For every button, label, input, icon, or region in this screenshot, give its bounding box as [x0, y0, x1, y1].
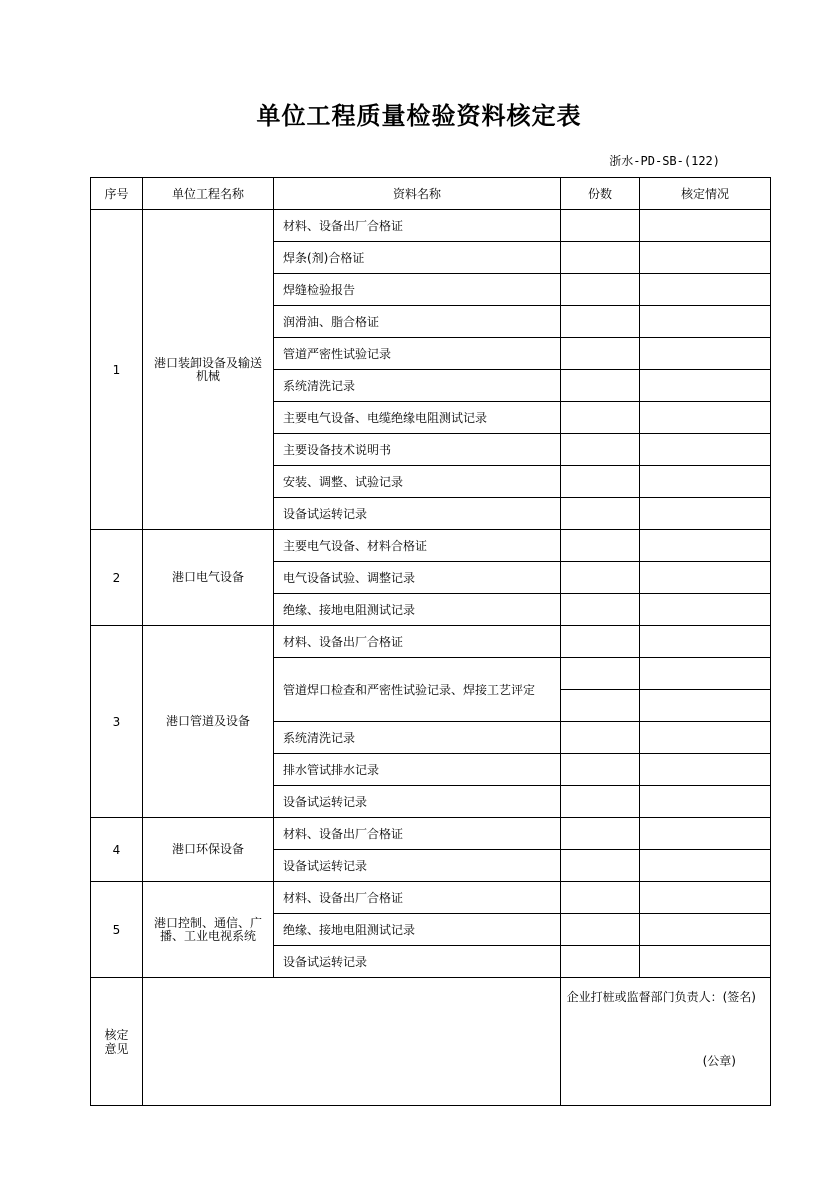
doc-name: 材料、设备出厂合格证: [274, 626, 561, 658]
doc-name: 系统清洗记录: [274, 370, 561, 402]
status-cell[interactable]: [640, 434, 771, 466]
status-cell[interactable]: [640, 306, 771, 338]
status-cell[interactable]: [640, 498, 771, 530]
status-cell[interactable]: [640, 466, 771, 498]
doc-name: 安装、调整、试验记录: [274, 466, 561, 498]
table-row: [91, 210, 771, 242]
opinion-label: [91, 978, 143, 1106]
header-unit: 单位工程名称: [143, 178, 274, 210]
copies-cell[interactable]: [561, 690, 640, 722]
status-cell[interactable]: [640, 274, 771, 306]
page-title: 单位工程质量检验资料核定表: [256, 102, 582, 130]
copies-cell[interactable]: [561, 274, 640, 306]
doc-name: 设备试运转记录: [274, 786, 561, 818]
form-code: 浙水-PD-SB-(122): [609, 154, 720, 168]
opinion-row: [91, 978, 771, 1106]
table-row: [91, 818, 771, 850]
table-row: [91, 530, 771, 562]
status-cell[interactable]: [640, 210, 771, 242]
signature-cell[interactable]: [561, 978, 771, 1106]
doc-name: 材料、设备出厂合格证: [274, 882, 561, 914]
status-cell[interactable]: [640, 562, 771, 594]
copies-cell[interactable]: [561, 242, 640, 274]
header-doc: 资料名称: [274, 178, 561, 210]
status-cell[interactable]: [640, 370, 771, 402]
doc-name: 材料、设备出厂合格证: [274, 818, 561, 850]
doc-name: 电气设备试验、调整记录: [274, 562, 561, 594]
header-row: [91, 178, 771, 210]
status-cell[interactable]: [640, 914, 771, 946]
copies-cell[interactable]: [561, 722, 640, 754]
status-cell[interactable]: [640, 626, 771, 658]
opinion-content-cell[interactable]: [143, 978, 561, 1106]
copies-cell[interactable]: [561, 338, 640, 370]
copies-cell[interactable]: [561, 754, 640, 786]
group-unit-name: 港口电气设备: [143, 530, 274, 626]
copies-cell[interactable]: [561, 786, 640, 818]
copies-cell[interactable]: [561, 626, 640, 658]
doc-name: 材料、设备出厂合格证: [274, 210, 561, 242]
group-seq: 4: [91, 818, 143, 882]
status-cell[interactable]: [640, 722, 771, 754]
doc-name: 焊缝检验报告: [274, 274, 561, 306]
status-cell[interactable]: [640, 594, 771, 626]
copies-cell[interactable]: [561, 562, 640, 594]
doc-name: 管道严密性试验记录: [274, 338, 561, 370]
status-cell[interactable]: [640, 658, 771, 690]
group-seq: 2: [91, 530, 143, 626]
copies-cell[interactable]: [561, 946, 640, 978]
copies-cell[interactable]: [561, 402, 640, 434]
status-cell[interactable]: [640, 242, 771, 274]
header-seq: 序号: [91, 178, 143, 210]
doc-name: 润滑油、脂合格证: [274, 306, 561, 338]
copies-cell[interactable]: [561, 914, 640, 946]
copies-cell[interactable]: [561, 370, 640, 402]
copies-cell[interactable]: [561, 882, 640, 914]
group-seq: 5: [91, 882, 143, 978]
copies-cell[interactable]: [561, 658, 640, 690]
status-cell[interactable]: [640, 530, 771, 562]
doc-name: 排水管试排水记录: [274, 754, 561, 786]
doc-name: 设备试运转记录: [274, 946, 561, 978]
doc-name: 管道焊口检查和严密性试验记录、焊接工艺评定: [274, 658, 561, 722]
doc-name: 主要电气设备、电缆绝缘电阻测试记录: [274, 402, 561, 434]
group-unit-name: 港口装卸设备及输送机械: [143, 210, 274, 530]
status-cell[interactable]: [640, 786, 771, 818]
doc-name: 绝缘、接地电阻测试记录: [274, 594, 561, 626]
doc-name: 系统清洗记录: [274, 722, 561, 754]
copies-cell[interactable]: [561, 466, 640, 498]
group-unit-name: 港口环保设备: [143, 818, 274, 882]
opinion-label-text: 核定意见: [104, 1027, 129, 1056]
copies-cell[interactable]: [561, 594, 640, 626]
copies-cell[interactable]: [561, 210, 640, 242]
doc-name: 设备试运转记录: [274, 498, 561, 530]
doc-name: 设备试运转记录: [274, 850, 561, 882]
group-unit-name: 港口管道及设备: [143, 626, 274, 818]
group-unit-name: 港口控制、通信、广播、工业电视系统: [143, 882, 274, 978]
status-cell[interactable]: [640, 882, 771, 914]
doc-name: 焊条(剂)合格证: [274, 242, 561, 274]
group-seq: 3: [91, 626, 143, 818]
table-row: [91, 882, 771, 914]
copies-cell[interactable]: [561, 306, 640, 338]
status-cell[interactable]: [640, 818, 771, 850]
verification-table: [90, 177, 771, 1106]
doc-name: 绝缘、接地电阻测试记录: [274, 914, 561, 946]
copies-cell[interactable]: [561, 530, 640, 562]
copies-cell[interactable]: [561, 850, 640, 882]
seal-label: (公章): [702, 1054, 736, 1068]
status-cell[interactable]: [640, 690, 771, 722]
copies-cell[interactable]: [561, 434, 640, 466]
status-cell[interactable]: [640, 850, 771, 882]
table-row: [91, 626, 771, 658]
status-cell[interactable]: [640, 338, 771, 370]
status-cell[interactable]: [640, 754, 771, 786]
status-cell[interactable]: [640, 946, 771, 978]
doc-name: 主要电气设备、材料合格证: [274, 530, 561, 562]
doc-name: 主要设备技术说明书: [274, 434, 561, 466]
status-cell[interactable]: [640, 402, 771, 434]
header-status: 核定情况: [640, 178, 771, 210]
group-seq: 1: [91, 210, 143, 530]
copies-cell[interactable]: [561, 498, 640, 530]
signature-label: 企业打桩或监督部门负责人：(签名): [566, 990, 756, 1004]
copies-cell[interactable]: [561, 818, 640, 850]
header-copies: 份数: [561, 178, 640, 210]
